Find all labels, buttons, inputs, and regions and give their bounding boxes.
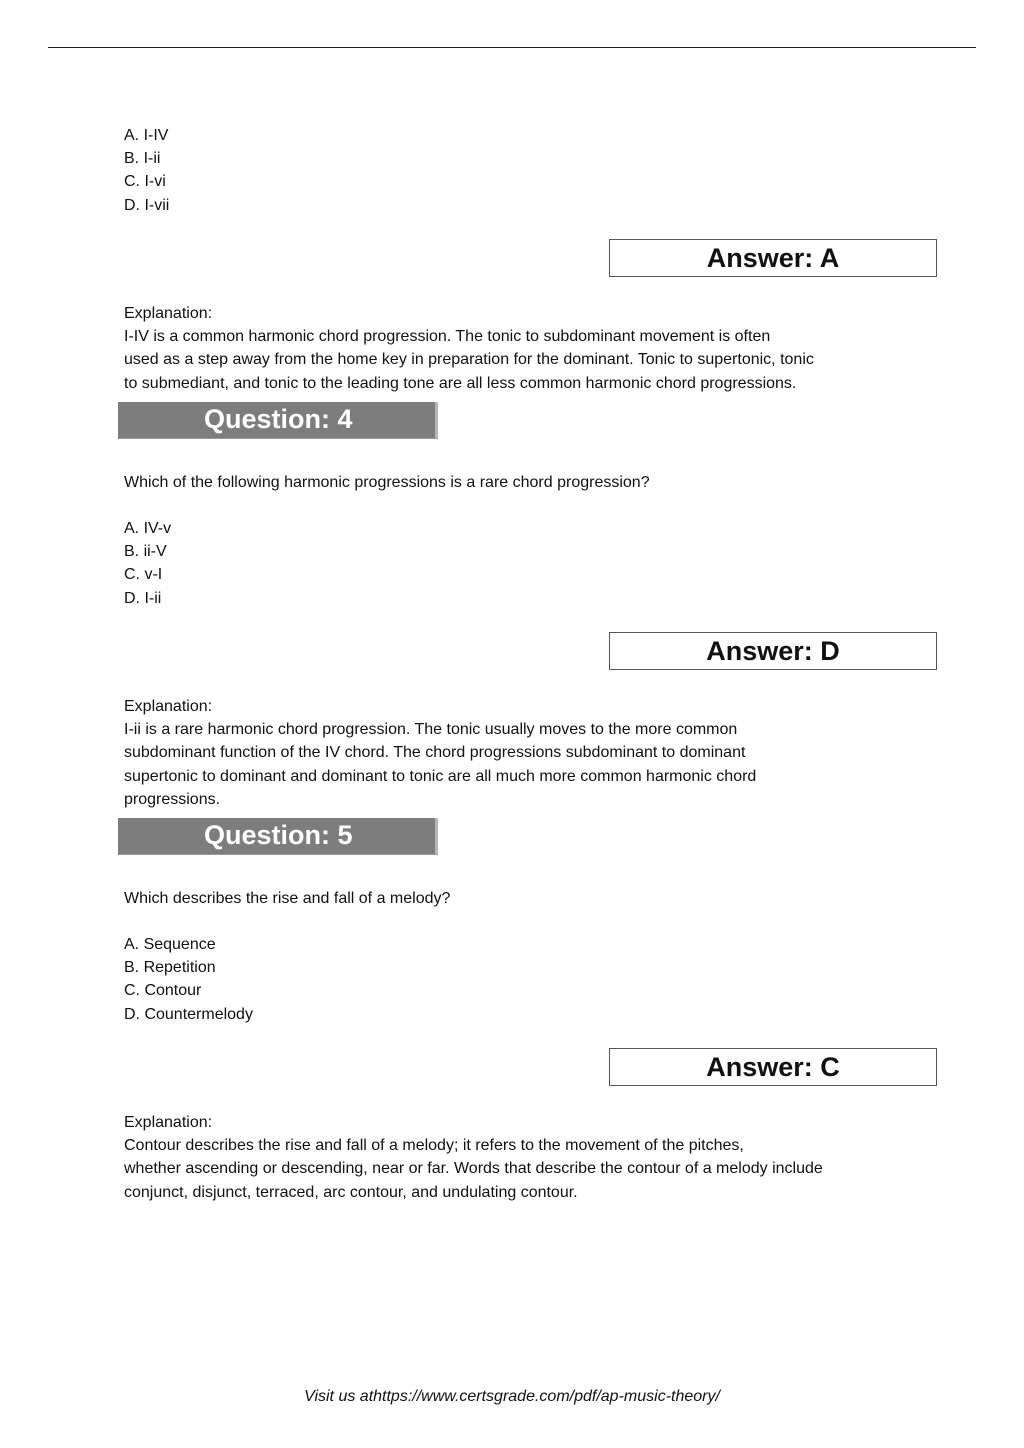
- q4-options: [124, 517, 171, 610]
- q3-answer-box: Answer: A: [609, 239, 937, 277]
- header-rule: [48, 47, 976, 48]
- q3-explanation-label: Explanation:: [124, 305, 213, 322]
- q3-explanation: [124, 302, 814, 395]
- q5-heading-bar: [118, 818, 438, 855]
- q5-heading: Question: 5: [204, 820, 353, 850]
- q5-option-a: A. Sequence: [124, 936, 216, 953]
- q4-answer-box: Answer: D: [609, 632, 937, 670]
- q3-option-d: D. I-vii: [124, 196, 170, 214]
- q4-option-d: D. I-ii: [124, 589, 162, 607]
- q3-options: [124, 124, 169, 217]
- q4-prompt: Which of the following harmonic progressions is a rare chord progression?: [124, 474, 650, 491]
- q5-answer-box: Answer: C: [609, 1048, 937, 1086]
- q4-option-c: C. v-I: [124, 566, 163, 584]
- q5-explanation-line: Contour describes the rise and fall of a melody; it refers to the movement of the pitches,: [124, 1137, 744, 1155]
- q5-explanation: [124, 1111, 823, 1204]
- q5-prompt: Which describes the rise and fall of a melody?: [124, 890, 451, 907]
- q5-explanation-line: conjunct, disjunct, terraced, arc contour, and undulating contour.: [124, 1183, 578, 1201]
- q4-explanation-line: subdominant function of the IV chord. The chord progressions subdominant to dominant: [124, 744, 746, 762]
- q5-prompt-block: [124, 887, 450, 910]
- q4-explanation-label: Explanation:: [124, 698, 213, 715]
- q3-explanation-line: I-IV is a common harmonic chord progression. The tonic to subdominant movement is often: [124, 328, 771, 346]
- q4-option-b: B. ii-V: [124, 543, 167, 561]
- q3-option-a: A. I-IV: [124, 127, 169, 144]
- q4-explanation-line: progressions.: [124, 790, 221, 808]
- q4-heading: Question: 4: [204, 404, 353, 434]
- q4-prompt-block: [124, 471, 650, 494]
- q5-explanation-label: Explanation:: [124, 1114, 213, 1131]
- q5-option-c: C. Contour: [124, 982, 202, 1000]
- q4-explanation: [124, 695, 756, 811]
- q4-explanation-line: I-ii is a rare harmonic chord progression. The tonic usually moves to the more common: [124, 721, 738, 739]
- q5-option-d: D. Countermelody: [124, 1005, 253, 1023]
- footer-link[interactable]: Visit us athttps://www.certsgrade.com/pdf/ap-music-theory/: [304, 1388, 720, 1405]
- q4-option-a: A. IV-v: [124, 520, 172, 537]
- q4-heading-bar: [118, 402, 438, 439]
- q3-explanation-line: to submediant, and tonic to the leading tone are all less common harmonic chord progressions.: [124, 374, 797, 392]
- q4-explanation-line: supertonic to dominant and dominant to tonic are all much more common harmonic chord: [124, 767, 757, 785]
- q3-option-c: C. I-vi: [124, 173, 166, 191]
- q5-options: [124, 933, 253, 1026]
- q5-explanation-line: whether ascending or descending, near or far. Words that describe the contour of a melody include: [124, 1160, 823, 1178]
- q5-option-b: B. Repetition: [124, 959, 216, 977]
- q3-explanation-line: used as a step away from the home key in preparation for the dominant. Tonic to supertonic, tonic: [124, 351, 814, 369]
- q3-option-b: B. I-ii: [124, 150, 161, 168]
